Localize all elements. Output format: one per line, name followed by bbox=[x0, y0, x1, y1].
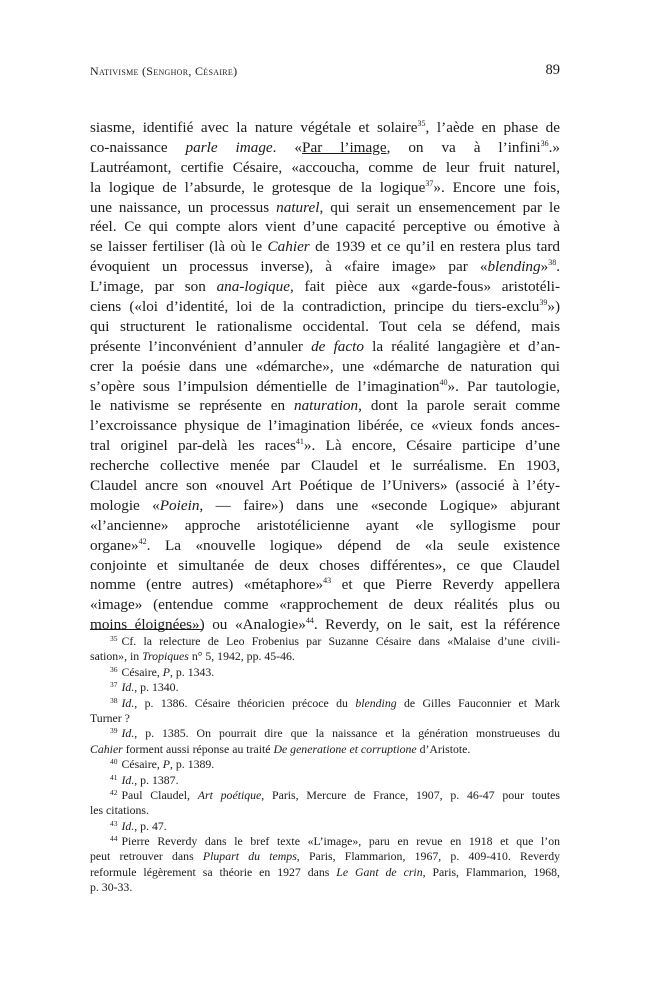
footnote: $^{41}$ Id., p. 1387. bbox=[110, 772, 179, 787]
footnote-marker: 38 bbox=[110, 695, 118, 705]
underlined-quote: Par l’image bbox=[302, 138, 387, 156]
footnote: $^{43}$ Id., p. 47. bbox=[110, 818, 167, 833]
running-head: Nativisme (Senghor, Césaire) bbox=[90, 64, 238, 78]
footnote-line: sation», in Tropiques n° 5, 1942, pp. 45-46. bbox=[90, 649, 295, 664]
body-line: tral originel par-delà les races$^{41}$». Là encore, Césaire participe d’une bbox=[90, 437, 561, 455]
footnote-ref: 35 bbox=[417, 119, 426, 128]
body-line: évoquient un processus inverse), à «faire image» par «blending»$^{38}$. bbox=[90, 258, 560, 276]
body-line: qui structurent le rationalisme occidental. Tout cela se défend, mais bbox=[90, 317, 560, 335]
footnote: $^{40}$ Césaire, P, p. 1389. bbox=[110, 757, 215, 772]
footnote-ref: 42 bbox=[138, 536, 147, 546]
footnote: $^{39}$ Id., p. 1385. On pourrait dire que la naissance et la génération monstrueuses du bbox=[110, 726, 560, 741]
body-line: siasme, identifié avec la nature végétale et solaire$^{35}$, l’aède en phase de bbox=[90, 119, 560, 136]
body-line: Lautréamont, certifie Césaire, «accoucha, comme de leur fruit naturel, bbox=[90, 158, 560, 176]
footnote-marker: 35 bbox=[110, 634, 118, 643]
body-line: une naissance, un processus naturel, qui serait un ensemencement par le bbox=[90, 198, 560, 216]
footnote-ref: 37 bbox=[425, 178, 434, 188]
body-line: réel. Ce qui compte alors vient d’une capacité perceptive ou émotive à bbox=[90, 218, 560, 236]
footnote-line: reformule légèrement sa théorie en 1927 dans Le Gant de crin, Paris, Flammarion, 1968, bbox=[90, 864, 561, 879]
footnote: $^{37}$ Id., p. 1340. bbox=[110, 680, 179, 695]
footnote-marker: 42 bbox=[110, 787, 118, 797]
body-line: co-naissance parle image. «Par l’image, on va à l’infini$^{36}$.» bbox=[90, 138, 560, 156]
footnote-line: les citations. bbox=[90, 803, 149, 818]
page-number: 89 bbox=[545, 62, 560, 78]
footnote-line: Cahier forment aussi réponse au traité De generatione et corruptione d’Aristote. bbox=[90, 741, 471, 756]
footnote-ref: 43 bbox=[323, 576, 332, 586]
body-line: s’opère sous l’impulsion démentielle de l’imagination$^{40}$». Par tautologie, bbox=[90, 377, 560, 395]
footnote-ref: 44 bbox=[305, 616, 314, 626]
footnote-line: p. 30-33. bbox=[90, 880, 133, 895]
page-header bbox=[90, 62, 560, 82]
body-line: se laisser fertiliser (là où le Cahier de 1939 et ce qu’il en restera plus tard bbox=[90, 238, 560, 256]
body-line: ciens («loi d’identité, loi de la contradiction, principe du tiers-exclu$^{39}$») bbox=[90, 298, 560, 316]
body-line: présente l’inconvénient d’annuler de facto la réalité langagière et d’an- bbox=[90, 337, 561, 355]
footnote: $^{35}$ Cf. la relecture de Leo Frobenius par Suzanne Césaire dans «Malaise d’une civili- bbox=[110, 634, 560, 648]
footnote-marker: 39 bbox=[110, 726, 118, 736]
body-text bbox=[90, 118, 560, 635]
footnote-ref: 39 bbox=[539, 298, 548, 308]
body-line: nomme (entre autres) «métaphore»$^{43}$ et que Pierre Reverdy appellera bbox=[90, 576, 560, 594]
body-line: moins éloignées») ou «Analogie»$^{44}$. Reverdy, on le sait, est la référence bbox=[90, 616, 560, 634]
footnote-ref: 41 bbox=[295, 437, 304, 447]
body-line: Claudel ancre son «nouvel Art Poétique de l’Univers» (associé à l’éty- bbox=[90, 477, 560, 495]
footnote-separator bbox=[90, 629, 202, 630]
body-line: l’excroissance physique de l’imagination libérée, ce «vieux fonds ances- bbox=[90, 417, 560, 435]
body-line: recherche collective menée par Claudel et le surréalisme. En 1903, bbox=[90, 457, 560, 475]
body-line: conjointe et simultanée de deux choses différentes», ce que Claudel bbox=[90, 556, 560, 574]
footnote-ref: 36 bbox=[540, 138, 549, 148]
body-line: la logique de l’absurde, le grotesque de la logique$^{37}$». Encore une fois, bbox=[90, 178, 560, 196]
footnote-marker: 40 bbox=[110, 757, 118, 767]
body-line: crer la poésie dans une «démarche», une «démarche de naturation qui bbox=[90, 357, 560, 375]
body-line: organe»$^{42}$. La «nouvelle logique» dépend de «la seule existence bbox=[90, 536, 560, 554]
footnote: $^{38}$ Id., p. 1386. Césaire théoricien précoce du blending de Gilles Fauconnier et Mark bbox=[110, 695, 560, 710]
body-line: L’image, par son ana-logique, fait pièce aux «garde-fous» aristotéli- bbox=[90, 278, 560, 296]
footnotes bbox=[90, 634, 560, 896]
footnote: $^{44}$ Pierre Reverdy dans le bref texte «L’image», paru en revue en 1918 et que l’on bbox=[110, 834, 560, 849]
footnote-line: Turner ? bbox=[90, 710, 130, 725]
footnote-ref: 40 bbox=[439, 377, 448, 387]
footnote-marker: 43 bbox=[110, 818, 118, 828]
footnote-marker: 41 bbox=[110, 772, 118, 782]
body-line: mologie «Poiein, — faire») dans une «seconde Logique» abjurant bbox=[90, 496, 560, 514]
body-line: le nativisme se représente en naturation, dont la parole serait comme bbox=[90, 397, 560, 415]
footnote-marker: 44 bbox=[110, 834, 118, 844]
footnote: $^{42}$ Paul Claudel, Art poétique, Paris, Mercure de France, 1907, p. 46-47 pour toutes bbox=[110, 787, 560, 802]
body-line: «image» (entendue comme «rapprochement de deux réalités plus ou bbox=[90, 596, 560, 614]
footnote-ref: 38 bbox=[548, 258, 557, 268]
footnote: $^{36}$ Césaire, P, p. 1343. bbox=[110, 664, 215, 679]
footnote-marker: 36 bbox=[110, 664, 118, 674]
body-line: «l’ancienne» approche aristotélicienne ayant «le syllogisme pour bbox=[90, 516, 560, 534]
footnote-line: peut retrouver dans Plupart du temps, Paris, Flammarion, 1967, p. 409-410. Reverdy bbox=[90, 849, 561, 864]
footnote-marker: 37 bbox=[110, 680, 118, 690]
